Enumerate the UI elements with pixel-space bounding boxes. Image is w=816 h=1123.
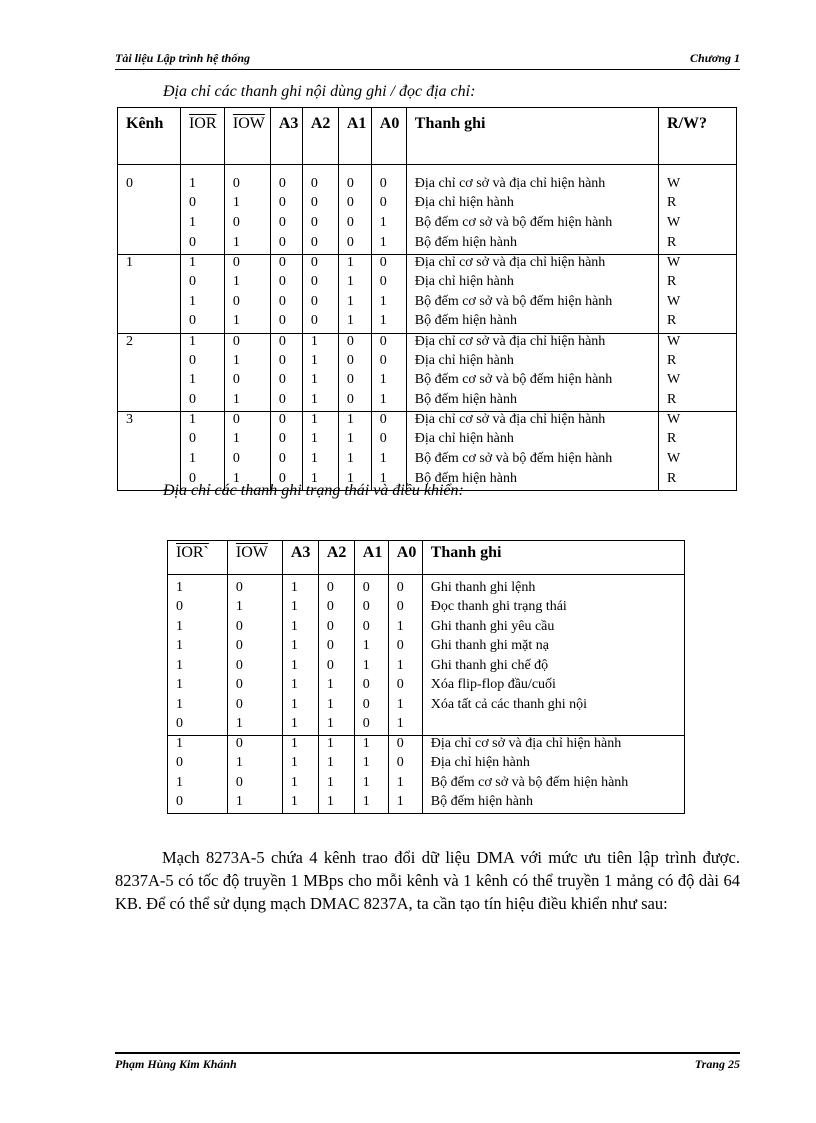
bit-ior-cell: 1 <box>176 696 183 712</box>
bit-a2-cell: 0 <box>302 254 338 274</box>
bit-ior-cell: 1 <box>176 774 183 790</box>
table-row <box>168 755 685 775</box>
bit-a2-cell: 1 <box>318 775 354 795</box>
channel-cell <box>118 451 181 471</box>
bit-a1-cell: 0 <box>338 333 371 353</box>
bit-a2-cell: 0 <box>318 599 354 619</box>
bit-ior-cell: 1 <box>176 638 183 653</box>
bit-a0-cell: 1 <box>371 471 406 491</box>
register-name-cell: Địa chỉ cơ sở và địa chỉ hiện hành <box>406 254 658 274</box>
bit-a3-cell: 1 <box>282 794 318 814</box>
bit-a3-cell: 1 <box>282 575 318 600</box>
bit-a1-cell: 0 <box>354 599 388 619</box>
bit-iow-cell: 0 <box>227 619 282 639</box>
bit-a0-cell: 0 <box>371 165 406 196</box>
rw-cell: W <box>659 254 737 274</box>
bit-a1-cell: 0 <box>338 392 371 412</box>
bit-a3-cell: 0 <box>270 392 302 412</box>
bit-a1-cell: 0 <box>338 372 371 392</box>
bit-a2-cell: 1 <box>302 372 338 392</box>
bit-a3-cell: 1 <box>282 755 318 775</box>
table-row <box>168 658 685 678</box>
bit-a0-cell: 0 <box>371 333 406 353</box>
bit-a2-cell: 1 <box>318 697 354 717</box>
col-header-a0: A0 <box>371 108 406 165</box>
channel-cell <box>118 431 181 451</box>
header-chapter: Chương 1 <box>690 51 740 65</box>
bit-a1-cell: 0 <box>354 677 388 697</box>
bit-a2-cell: 0 <box>302 294 338 314</box>
register-name-cell: Bộ đếm cơ sở và bộ đếm hiện hành <box>406 372 658 392</box>
channel-cell: 0 <box>126 176 133 191</box>
col-header-thanh-ghi: Thanh ghi <box>406 108 658 165</box>
table-row <box>118 412 737 432</box>
bit-iow-cell: 0 <box>227 775 282 795</box>
channel-cell <box>118 274 181 294</box>
table-row <box>168 716 685 736</box>
bit-a2-cell: 1 <box>302 431 338 451</box>
table-row <box>118 372 737 392</box>
bit-iow-cell: 1 <box>224 353 270 373</box>
register-name-cell <box>422 716 684 736</box>
bit-a2-cell: 0 <box>302 215 338 235</box>
table-row <box>168 638 685 658</box>
bit-a0-cell: 0 <box>371 195 406 215</box>
bit-iow-cell: 0 <box>227 658 282 678</box>
table-row <box>168 575 685 600</box>
bit-a0-cell: 0 <box>388 575 422 600</box>
caption-internal-registers: Địa chỉ các thanh ghi nội dùng ghi / đọc địa chỉ: <box>163 83 476 100</box>
footer-rule <box>115 1052 740 1054</box>
bit-a3-cell: 0 <box>270 195 302 215</box>
bit-a3-cell: 1 <box>282 599 318 619</box>
channel-cell: 2 <box>126 333 133 349</box>
register-name-cell: Bộ đếm hiện hành <box>406 471 658 491</box>
bit-iow-cell: 0 <box>227 638 282 658</box>
bit-a2-cell: 0 <box>302 235 338 255</box>
bit-ior-cell: 0 <box>176 716 183 731</box>
rw-cell: R <box>659 313 737 333</box>
bit-iow-cell: 1 <box>227 716 282 736</box>
body-paragraph: Mạch 8273A-5 chứa 4 kênh trao đổi dữ liệu DMA với mức ưu tiên lập trình được. 8237A-5 có tốc độ truyền 1 MBps cho mỗi kênh và 1 kênh có thể truyền 1 mảng có độ dài 64 KB. Để có thể sử dụng mạch DMAC 8237A, ta cần tạo tín hiệu điều khiển như sau: <box>115 848 740 913</box>
bit-iow-cell: 0 <box>224 333 270 353</box>
bit-a3-cell: 0 <box>270 235 302 255</box>
bit-a3-cell: 0 <box>270 274 302 294</box>
bit-a0-cell: 1 <box>371 451 406 471</box>
bit-a0-cell: 1 <box>388 697 422 717</box>
bit-a3-cell: 0 <box>270 165 302 196</box>
bit-a0-cell: 0 <box>371 254 406 274</box>
col-header-a1: A1 <box>338 108 371 165</box>
bit-a0-cell: 1 <box>388 794 422 814</box>
table-row <box>118 235 737 255</box>
bit-a2-cell: 1 <box>302 451 338 471</box>
channel-cell <box>118 215 181 235</box>
bit-a0-cell: 0 <box>388 638 422 658</box>
register-name-cell: Địa chỉ hiện hành <box>406 431 658 451</box>
bit-a2-cell: 1 <box>302 392 338 412</box>
table-row <box>118 165 737 196</box>
bit-a1-cell: 1 <box>354 794 388 814</box>
table-row <box>168 697 685 717</box>
bit-a1-cell: 1 <box>354 658 388 678</box>
bit-a1-cell: 1 <box>354 638 388 658</box>
table-row <box>118 254 737 274</box>
rw-cell: R <box>659 353 737 373</box>
bit-iow-cell: 1 <box>224 392 270 412</box>
bit-a0-cell: 0 <box>388 677 422 697</box>
register-name-cell: Ghi thanh ghi lệnh <box>422 575 684 600</box>
bit-ior-cell: 1 <box>180 254 224 274</box>
register-name-cell: Bộ đếm hiện hành <box>406 392 658 412</box>
col-header-ior-backtick: IOR` <box>176 544 209 561</box>
bit-a2-cell: 1 <box>318 755 354 775</box>
bit-a2-cell: 0 <box>318 619 354 639</box>
bit-ior-cell: 0 <box>180 235 224 255</box>
bit-a0-cell: 1 <box>388 775 422 795</box>
col-header-ior: $\overline{IOR}$ <box>188 115 217 132</box>
table-row <box>168 794 685 814</box>
col-header-a0: A0 <box>388 541 422 575</box>
bit-a0-cell: 0 <box>371 353 406 373</box>
bit-ior-cell: 1 <box>176 580 183 595</box>
bit-a2-cell: 1 <box>302 412 338 432</box>
table-row <box>118 294 737 314</box>
bit-ior-cell: 1 <box>176 657 183 673</box>
bit-a3-cell: 0 <box>270 372 302 392</box>
footer-author: Phạm Hùng Kim Khánh <box>115 1057 237 1071</box>
bit-a0-cell: 1 <box>371 294 406 314</box>
bit-a2-cell: 0 <box>302 313 338 333</box>
bit-a0-cell: 1 <box>388 716 422 736</box>
register-name-cell: Ghi thanh ghi mặt nạ <box>422 638 684 658</box>
rw-cell: W <box>659 372 737 392</box>
table-row <box>118 195 737 215</box>
bit-a2-cell: 0 <box>318 575 354 600</box>
bit-a1-cell: 1 <box>338 313 371 333</box>
col-header-iow: $\overline{IOW}$ <box>232 115 265 132</box>
bit-ior-cell: 1 <box>176 618 183 634</box>
register-name-cell: Đọc thanh ghi trạng thái <box>422 599 684 619</box>
bit-iow-cell: 1 <box>227 599 282 619</box>
bit-ior-cell: 1 <box>180 165 224 196</box>
bit-a0-cell: 0 <box>371 431 406 451</box>
col-header-a3: A3 <box>282 541 318 575</box>
bit-a3-cell: 1 <box>282 677 318 697</box>
header-rule <box>115 69 740 70</box>
bit-a3-cell: 0 <box>270 254 302 274</box>
bit-a0-cell: 1 <box>388 658 422 678</box>
bit-a1-cell: 0 <box>354 575 388 600</box>
bit-a1-cell: 0 <box>338 195 371 215</box>
bit-ior-cell: 1 <box>176 736 183 751</box>
rw-cell: W <box>659 294 737 314</box>
bit-a1-cell: 1 <box>338 254 371 274</box>
bit-ior-cell: 0 <box>180 431 224 451</box>
bit-ior-cell: 0 <box>176 599 183 614</box>
table-row <box>118 392 737 412</box>
bit-a3-cell: 1 <box>282 775 318 795</box>
bit-a3-cell: 1 <box>282 658 318 678</box>
rw-cell: W <box>659 215 737 235</box>
register-name-cell: Bộ đếm hiện hành <box>422 794 684 814</box>
bit-iow-cell: 0 <box>224 372 270 392</box>
header-title: Tài liệu Lập trình hệ thống <box>115 51 251 65</box>
register-name-cell: Ghi thanh ghi chế độ <box>422 658 684 678</box>
bit-a1-cell: 0 <box>354 697 388 717</box>
bit-a0-cell: 0 <box>371 412 406 432</box>
bit-a0-cell: 1 <box>388 619 422 639</box>
col-header-thanh-ghi: Thanh ghi <box>422 541 684 575</box>
col-header-rw: R/W? <box>659 108 737 165</box>
bit-ior-cell: 0 <box>180 471 224 491</box>
bit-a3-cell: 1 <box>282 638 318 658</box>
table-row <box>118 431 737 451</box>
bit-a3-cell: 0 <box>270 451 302 471</box>
bit-a3-cell: 0 <box>270 313 302 333</box>
bit-iow-cell: 0 <box>227 575 282 600</box>
bit-ior-cell: 0 <box>180 195 224 215</box>
rw-cell: R <box>659 235 737 255</box>
col-header-a1: A1 <box>354 541 388 575</box>
bit-a0-cell: 1 <box>371 313 406 333</box>
bit-a1-cell: 1 <box>338 274 371 294</box>
bit-a0-cell: 0 <box>371 274 406 294</box>
register-name-cell: Ghi thanh ghi yêu cầu <box>422 619 684 639</box>
bit-a0-cell: 1 <box>371 215 406 235</box>
rw-cell: R <box>659 195 737 215</box>
caption-status-control-registers: Địa chỉ các thanh ghi trạng thái và điều khiển: <box>163 482 464 499</box>
bit-a3-cell: 0 <box>270 431 302 451</box>
bit-a3-cell: 0 <box>270 294 302 314</box>
channel-cell <box>118 195 181 215</box>
bit-iow-cell: 1 <box>224 471 270 491</box>
bit-ior-cell: 1 <box>180 412 224 432</box>
channel-cell: 3 <box>126 412 133 428</box>
table-row <box>118 451 737 471</box>
bit-a1-cell: 0 <box>338 215 371 235</box>
bit-a0-cell: 0 <box>388 736 422 756</box>
register-name-cell: Địa chỉ cơ sở và địa chỉ hiện hành <box>406 333 658 353</box>
bit-iow-cell: 1 <box>224 195 270 215</box>
bit-a1-cell: 1 <box>338 294 371 314</box>
table-row <box>168 736 685 756</box>
register-name-cell: Bộ đếm cơ sở và bộ đếm hiện hành <box>406 294 658 314</box>
bit-a1-cell: 1 <box>338 471 371 491</box>
register-name-cell: Bộ đếm cơ sở và bộ đếm hiện hành <box>406 215 658 235</box>
bit-a3-cell: 0 <box>270 333 302 353</box>
table-row <box>118 274 737 294</box>
bit-a3-cell: 0 <box>270 353 302 373</box>
bit-iow-cell: 1 <box>224 274 270 294</box>
bit-a0-cell: 0 <box>388 599 422 619</box>
bit-iow-cell: 0 <box>224 412 270 432</box>
register-name-cell: Xóa flip-flop đầu/cuối <box>422 677 684 697</box>
bit-iow-cell: 0 <box>224 294 270 314</box>
bit-ior-cell: 1 <box>180 215 224 235</box>
bit-a0-cell: 0 <box>388 755 422 775</box>
bit-a1-cell: 0 <box>338 165 371 196</box>
bit-a2-cell: 1 <box>318 716 354 736</box>
bit-a1-cell: 0 <box>354 619 388 639</box>
bit-iow-cell: 1 <box>224 431 270 451</box>
channel-cell <box>118 313 181 333</box>
bit-a2-cell: 1 <box>302 353 338 373</box>
bit-a2-cell: 0 <box>302 165 338 196</box>
bit-a2-cell: 0 <box>302 274 338 294</box>
register-name-cell: Địa chỉ hiện hành <box>422 755 684 775</box>
bit-ior-cell: 1 <box>176 677 183 692</box>
register-name-cell: Địa chỉ cơ sở và địa chỉ hiện hành <box>422 736 684 756</box>
bit-ior-cell: 0 <box>176 755 183 770</box>
bit-iow-cell: 0 <box>224 254 270 274</box>
bit-a1-cell: 1 <box>354 775 388 795</box>
bit-a2-cell: 0 <box>318 638 354 658</box>
bit-iow-cell: 0 <box>224 451 270 471</box>
bit-iow-cell: 0 <box>224 215 270 235</box>
bit-a3-cell: 0 <box>270 412 302 432</box>
bit-a1-cell: 0 <box>354 716 388 736</box>
register-name-cell: Địa chỉ hiện hành <box>406 195 658 215</box>
bit-ior-cell: 1 <box>180 372 224 392</box>
bit-iow-cell: 1 <box>224 313 270 333</box>
channel-cell: 1 <box>126 254 133 270</box>
col-header-kenh: Kênh <box>126 115 164 132</box>
register-name-cell: Bộ đếm hiện hành <box>406 235 658 255</box>
register-name-cell: Địa chỉ cơ sở và địa chỉ hiện hành <box>406 412 658 432</box>
register-name-cell: Địa chỉ hiện hành <box>406 353 658 373</box>
register-name-cell: Bộ đếm cơ sở và bộ đếm hiện hành <box>406 451 658 471</box>
bit-a3-cell: 0 <box>270 471 302 491</box>
channel-cell <box>118 353 181 373</box>
rw-cell: R <box>659 471 737 491</box>
table-row <box>168 619 685 639</box>
channel-cell <box>118 294 181 314</box>
bit-a2-cell: 0 <box>302 195 338 215</box>
channel-cell <box>118 235 181 255</box>
rw-cell: W <box>659 412 737 432</box>
bit-ior-cell: 0 <box>176 794 183 809</box>
bit-a2-cell: 1 <box>318 794 354 814</box>
bit-ior-cell: 0 <box>180 274 224 294</box>
bit-iow-cell: 0 <box>227 697 282 717</box>
bit-iow-cell: 1 <box>227 755 282 775</box>
col-header-iow: $\overline{IOW}$ <box>235 544 268 561</box>
rw-cell: R <box>659 392 737 412</box>
bit-a0-cell: 1 <box>371 392 406 412</box>
bit-a3-cell: 1 <box>282 697 318 717</box>
table-row <box>168 775 685 795</box>
bit-a3-cell: 1 <box>282 619 318 639</box>
bit-a2-cell: 0 <box>318 658 354 678</box>
bit-a3-cell: 1 <box>282 716 318 736</box>
bit-ior-cell: 0 <box>180 313 224 333</box>
bit-a1-cell: 0 <box>338 235 371 255</box>
internal-register-table <box>117 107 737 491</box>
table-row <box>118 333 737 353</box>
rw-cell: W <box>659 165 737 196</box>
bit-iow-cell: 0 <box>224 165 270 196</box>
rw-cell: R <box>659 274 737 294</box>
register-name-cell: Địa chỉ hiện hành <box>406 274 658 294</box>
bit-a1-cell: 1 <box>354 755 388 775</box>
rw-cell: W <box>659 451 737 471</box>
table-row <box>168 599 685 619</box>
bit-iow-cell: 0 <box>227 677 282 697</box>
table-row <box>118 313 737 333</box>
rw-cell: W <box>659 333 737 353</box>
bit-ior-cell: 1 <box>180 451 224 471</box>
register-name-cell: Xóa tất cả các thanh ghi nội <box>422 697 684 717</box>
footer-page-number: Trang 25 <box>694 1057 740 1071</box>
rw-cell: R <box>659 431 737 451</box>
bit-a1-cell: 1 <box>354 736 388 756</box>
bit-iow-cell: 0 <box>227 736 282 756</box>
channel-cell <box>118 392 181 412</box>
bit-ior-cell: 1 <box>180 294 224 314</box>
bit-a3-cell: 0 <box>270 215 302 235</box>
col-header-a3: A3 <box>270 108 302 165</box>
bit-a2-cell: 1 <box>318 677 354 697</box>
register-name-cell: Địa chỉ cơ sở và địa chỉ hiện hành <box>406 165 658 196</box>
bit-ior-cell: 0 <box>180 353 224 373</box>
bit-iow-cell: 1 <box>224 235 270 255</box>
bit-a1-cell: 1 <box>338 451 371 471</box>
bit-ior-cell: 0 <box>180 392 224 412</box>
register-name-cell: Bộ đếm cơ sở và bộ đếm hiện hành <box>422 775 684 795</box>
col-header-a2: A2 <box>318 541 354 575</box>
bit-a2-cell: 1 <box>318 736 354 756</box>
bit-a0-cell: 1 <box>371 372 406 392</box>
status-control-register-table <box>167 540 685 814</box>
bit-a1-cell: 1 <box>338 431 371 451</box>
table-row <box>118 353 737 373</box>
table-row <box>168 677 685 697</box>
bit-iow-cell: 1 <box>227 794 282 814</box>
table-row <box>118 215 737 235</box>
bit-a0-cell: 1 <box>371 235 406 255</box>
bit-a1-cell: 1 <box>338 412 371 432</box>
bit-a3-cell: 1 <box>282 736 318 756</box>
register-name-cell: Bộ đếm hiện hành <box>406 313 658 333</box>
bit-a2-cell: 1 <box>302 471 338 491</box>
bit-ior-cell: 1 <box>180 333 224 353</box>
col-header-a2: A2 <box>302 108 338 165</box>
channel-cell <box>118 372 181 392</box>
bit-a1-cell: 0 <box>338 353 371 373</box>
bit-a2-cell: 1 <box>302 333 338 353</box>
